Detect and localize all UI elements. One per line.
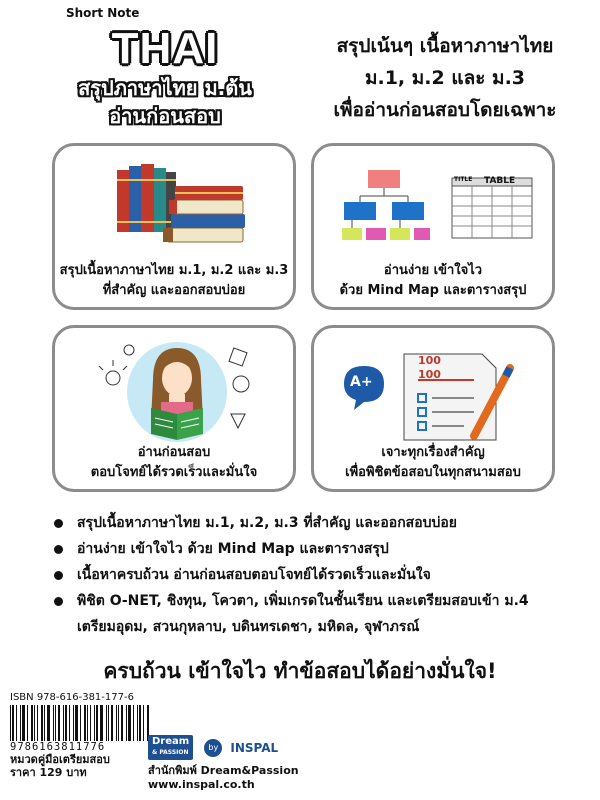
reading-girl-icon [55, 328, 299, 448]
book-subtitle-1: สรุปภาษาไทย ม.ต้น [78, 76, 252, 100]
barcode-bar [53, 705, 54, 741]
feature-card-reading [52, 325, 296, 492]
barcode-bar [126, 705, 127, 741]
publisher-name: สำนักพิมพ์ Dream&Passion [148, 764, 299, 777]
barcode-bar [100, 705, 103, 741]
barcode-bar [116, 705, 117, 741]
barcode-bar [22, 705, 25, 741]
barcode-bar [12, 705, 14, 741]
list-item-text: สรุปเนื้อหาภาษาไทย ม.1, ม.2, ม.3 ที่สำคัญ และออกสอบบ่อย [77, 515, 458, 531]
intro-line-2: ม.1, ม.2 และ ม.3 [364, 67, 526, 89]
barcode-bar [34, 705, 35, 741]
publisher-block [148, 735, 299, 792]
inspal-logo: INSPAL [230, 740, 279, 755]
short-note-label: Short Note [66, 6, 140, 20]
card-books-line-2: ที่สำคัญ และออกสอบบ่อย [102, 283, 246, 298]
list-item-text: เนื้อหาครบถ้วน อ่านก่อนสอบตอบโจทย์ได้รวดเร็วและมั่นใจ [77, 567, 431, 583]
books-icon [55, 146, 299, 266]
barcode-bar [106, 705, 107, 741]
card-mindmap-line-2: ด้วย Mind Map และตารางสรุป [339, 283, 527, 298]
card-mindmap-line-1: อ่านง่าย เข้าใจไว [383, 263, 483, 278]
card-reading-line-1: อ่านก่อนสอบ [137, 445, 211, 460]
barcode-bar [73, 705, 74, 741]
barcode-bars [10, 705, 150, 741]
barcode-bar [10, 705, 11, 741]
logo-line-1: Dream [152, 736, 190, 747]
bullet-dot-icon [54, 519, 63, 528]
barcode-bar [41, 705, 43, 741]
card-books-line-1: สรุปเนื้อหาภาษาไทย ม.1, ม.2 และ ม.3 [59, 263, 289, 278]
barcode-bar [20, 705, 21, 741]
grade-label: A+ [350, 374, 373, 390]
publisher-url: www.inspal.co.th [148, 778, 255, 791]
barcode-bar [31, 705, 33, 741]
bullet-dot-icon [54, 545, 63, 554]
barcode-bar [87, 705, 88, 741]
book-category: หมวดคู่มือเตรียมสอบ [10, 753, 110, 766]
bullet-dot-icon [54, 597, 63, 606]
intro-line-3: เพื่ออ่านก่อนสอบโดยเฉพาะ [333, 99, 557, 121]
barcode-bar [44, 705, 45, 741]
barcode-bar [108, 705, 109, 741]
dream-passion-logo [148, 735, 193, 760]
barcode-bar [63, 705, 64, 741]
barcode-bar [47, 705, 50, 741]
barcode-number: 9786163811776 [10, 741, 106, 753]
barcode-bar [75, 705, 78, 741]
barcode-bar [133, 705, 134, 741]
list-item [54, 536, 574, 562]
card-reading-line-2: ตอบโจทย์ได้รวดเร็วและมั่นใจ [90, 465, 258, 480]
barcode-bar [65, 705, 67, 741]
isbn-text: ISBN 978-616-381-177-6 [10, 692, 134, 703]
barcode-bar [80, 705, 81, 741]
feature-card-books [52, 143, 296, 310]
barcode-bar [118, 705, 119, 741]
list-item [54, 510, 574, 536]
barcode-bar [96, 705, 98, 741]
mindmap-table-icon [314, 146, 558, 256]
barcode-bar [27, 705, 28, 741]
list-item-text: พิชิต O-NET, ชิงทุน, โควตา, เพิ่มเกรดในชั้นเรียน และเตรียมสอบเข้า ม.4 [77, 593, 529, 609]
book-title: THAI [111, 24, 219, 73]
book-price: ราคา 129 บาท [10, 766, 87, 779]
barcode-bar [143, 705, 144, 741]
feature-card-mindmap [311, 143, 555, 310]
barcode-bar [137, 705, 138, 741]
barcode-bar [121, 705, 123, 741]
book-subtitle-2: อ่านก่อนสอบ [109, 104, 221, 128]
barcode-bar [128, 705, 131, 741]
barcode-bar [55, 705, 56, 741]
list-item-text: อ่านง่าย เข้าใจไว ด้วย Mind Map และตารางสรุป [77, 541, 389, 557]
feature-card-exam [311, 325, 555, 492]
score-bottom-label: 100 [418, 368, 441, 381]
barcode-bar [58, 705, 60, 741]
logo-line-2: & PASSION [152, 749, 189, 756]
barcode-bar [84, 705, 86, 741]
barcode-bar [37, 705, 38, 741]
title-block [60, 6, 270, 130]
list-item-continuation: เตรียมอุดม, สวนกุหลาบ, บดินทรเดชา, มหิดล, จุฬาภรณ์ [77, 619, 420, 635]
card-exam-line-1: เจาะทุกเรื่องสำคัญ [381, 445, 485, 460]
by-logo-icon: by [204, 739, 222, 757]
card-exam-line-2: เพื่อพิชิตข้อสอบในทุกสนามสอบ [345, 465, 521, 480]
barcode-bar [16, 705, 17, 741]
barcode-bar [69, 705, 70, 741]
intro-line-1: สรุปเน้นๆ เนื้อหาภาษาไทย [336, 35, 554, 57]
feature-list [54, 510, 574, 640]
barcode-bar [111, 705, 113, 741]
barcode-bar [94, 705, 95, 741]
table-label: TABLE [484, 176, 516, 186]
bullet-dot-icon [54, 571, 63, 580]
score-top-label: 100 [418, 354, 441, 367]
barcode-block [10, 692, 150, 779]
barcode-bar [139, 705, 141, 741]
closing-tagline: ครบถ้วน เข้าใจไว ทำข้อสอบได้อย่างมั่นใจ! [103, 659, 497, 683]
barcode-bar [90, 705, 91, 741]
list-item [54, 588, 574, 614]
table-title-label: TITLE [454, 176, 473, 183]
list-item [54, 562, 574, 588]
intro-text [300, 30, 590, 126]
